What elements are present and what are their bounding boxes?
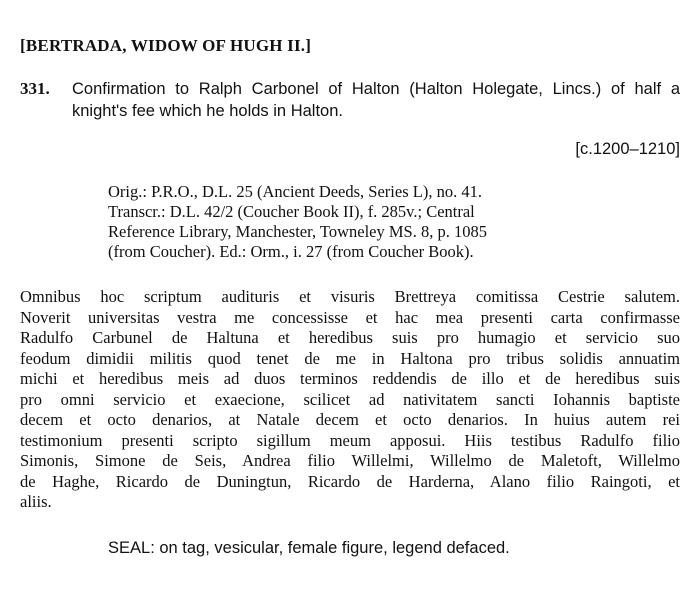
charter-line: Simonis, Simone de Seis, Andrea filio Willelmi, Willelmo de Maletoft, Willelmo xyxy=(20,451,680,470)
charter-line: pro omni servicio et exaecione, scilicet ad nativitatem sancti Iohannis baptiste xyxy=(20,389,680,409)
entry-number: 331. xyxy=(20,79,50,98)
reference-line: Transcr.: D.L. 42/2 (Coucher Book II), f. 285v.; Central xyxy=(108,202,475,221)
charter-text xyxy=(20,287,680,513)
charter-line: Noverit universitas vestra me concessisse et hac mea presenti carta confirmasse xyxy=(20,307,680,327)
seal-description: SEAL: on tag, vesicular, female figure, legend defaced. xyxy=(108,539,510,557)
entry-title: Confirmation to Ralph Carbonel of Halton (Halton Holegate, Lincs.) of half a knight's fee which he holds in Halton. xyxy=(72,80,680,120)
charter-line: aliis. xyxy=(20,492,52,511)
reference-line: (from Coucher). Ed.: Orm., i. 27 (from Coucher Book). xyxy=(108,242,474,261)
charter-line: michi et heredibus meis ad duos terminos reddendis de illo et de heredibus suis xyxy=(20,369,680,388)
section-heading: [BERTRADA, WIDOW OF HUGH II.] xyxy=(20,36,312,55)
reference-line: Reference Library, Manchester, Towneley MS. 8, p. 1085 xyxy=(108,222,487,241)
references-block xyxy=(108,182,588,262)
charter-line: Radulfo Carbunel de Haltuna et heredibus suis pro humagio et servicio suo xyxy=(20,328,680,347)
charter-line: Omnibus hoc scriptum audituris et visuris Brettreya comitissa Cestrie salutem. xyxy=(20,287,680,306)
entry-date: [c.1200–1210] xyxy=(575,140,680,158)
charter-line: decem et octo denarios, at Natale decem et octo denarios. In huius autem rei xyxy=(20,410,680,429)
charter-line: testimonium presenti scripto sigillum meum apposui. Hiis testibus Radulfo filio xyxy=(20,430,680,450)
charter-line: de Haghe, Ricardo de Duningtun, Ricardo de Harderna, Alano filio Raingoti, et xyxy=(20,471,680,491)
reference-line: Orig.: P.R.O., D.L. 25 (Ancient Deeds, Series L), no. 41. xyxy=(108,182,482,201)
charter-line: feodum dimidii militis quod tenet de me in Haltona pro tribus solidis annuatim xyxy=(20,348,680,368)
